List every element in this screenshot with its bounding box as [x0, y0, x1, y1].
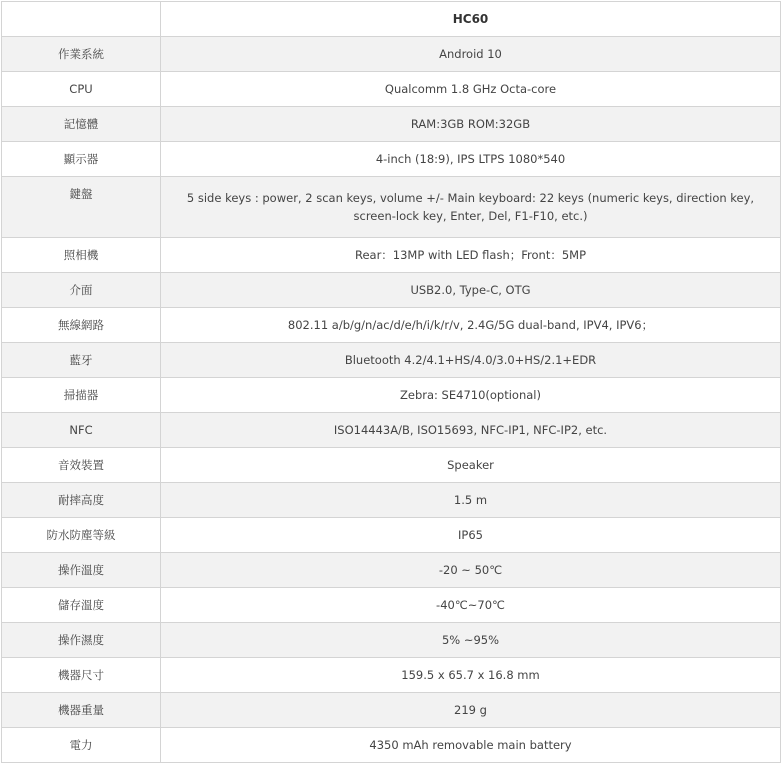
spec-label: 鍵盤 [2, 177, 161, 238]
table-row [2, 177, 781, 238]
spec-label: 機器重量 [2, 693, 161, 728]
table-row [2, 553, 781, 588]
table-row [2, 273, 781, 308]
spec-value: -40℃~70℃ [161, 588, 781, 623]
table-row [2, 483, 781, 518]
table-row [2, 448, 781, 483]
spec-label: 照相機 [2, 238, 161, 273]
spec-value: Qualcomm 1.8 GHz Octa-core [161, 72, 781, 107]
spec-value: 159.5 x 65.7 x 16.8 mm [161, 658, 781, 693]
spec-label: 記憶體 [2, 107, 161, 142]
spec-label: 藍牙 [2, 343, 161, 378]
spec-value: Bluetooth 4.2/4.1+HS/4.0/3.0+HS/2.1+EDR [161, 343, 781, 378]
table-row [2, 728, 781, 763]
spec-table [1, 1, 781, 763]
spec-label: 耐摔高度 [2, 483, 161, 518]
spec-value: 1.5 m [161, 483, 781, 518]
spec-value: 4350 mAh removable main battery [161, 728, 781, 763]
spec-label: 電力 [2, 728, 161, 763]
spec-value: 4-inch (18:9), IPS LTPS 1080*540 [161, 142, 781, 177]
spec-value: 219 g [161, 693, 781, 728]
table-row [2, 343, 781, 378]
spec-label: 掃描器 [2, 378, 161, 413]
spec-value: RAM:3GB ROM:32GB [161, 107, 781, 142]
spec-label: CPU [2, 72, 161, 107]
table-row [2, 413, 781, 448]
spec-label: 操作溫度 [2, 553, 161, 588]
table-row [2, 693, 781, 728]
table-row [2, 107, 781, 142]
spec-label: 儲存溫度 [2, 588, 161, 623]
spec-value: 5% ~95% [161, 623, 781, 658]
spec-label: 機器尺寸 [2, 658, 161, 693]
spec-label: 顯示器 [2, 142, 161, 177]
spec-label: 操作濕度 [2, 623, 161, 658]
spec-label: 介面 [2, 273, 161, 308]
spec-value: 802.11 a/b/g/n/ac/d/e/h/i/k/r/v, 2.4G/5G dual-band, IPV4, IPV6； [161, 308, 781, 343]
table-row [2, 142, 781, 177]
spec-label: 防水防塵等級 [2, 518, 161, 553]
table-row [2, 658, 781, 693]
spec-label: 音效裝置 [2, 448, 161, 483]
table-row [2, 308, 781, 343]
spec-value: USB2.0, Type-C, OTG [161, 273, 781, 308]
spec-value: -20 ~ 50℃ [161, 553, 781, 588]
table-row [2, 378, 781, 413]
model-header: HC60 [161, 2, 781, 37]
spec-value: 5 side keys : power, 2 scan keys, volume +/- Main keyboard: 22 keys (numeric keys, direction key, screen-lock key, Enter, Del, F1-F10, etc.) [161, 177, 781, 238]
table-row [2, 588, 781, 623]
spec-value: Android 10 [161, 37, 781, 72]
table-row [2, 37, 781, 72]
spec-value: Speaker [161, 448, 781, 483]
spec-value: Zebra: SE4710(optional) [161, 378, 781, 413]
spec-label: NFC [2, 413, 161, 448]
spec-value: ISO14443A/B, ISO15693, NFC-IP1, NFC-IP2, etc. [161, 413, 781, 448]
table-row [2, 518, 781, 553]
table-row [2, 72, 781, 107]
spec-value: IP65 [161, 518, 781, 553]
table-row [2, 623, 781, 658]
table-row [2, 238, 781, 273]
spec-label: 作業系統 [2, 37, 161, 72]
table-header-row [2, 2, 781, 37]
spec-value: Rear：13MP with LED flash；Front：5MP [161, 238, 781, 273]
header-empty-cell [2, 2, 161, 37]
spec-label: 無線網路 [2, 308, 161, 343]
